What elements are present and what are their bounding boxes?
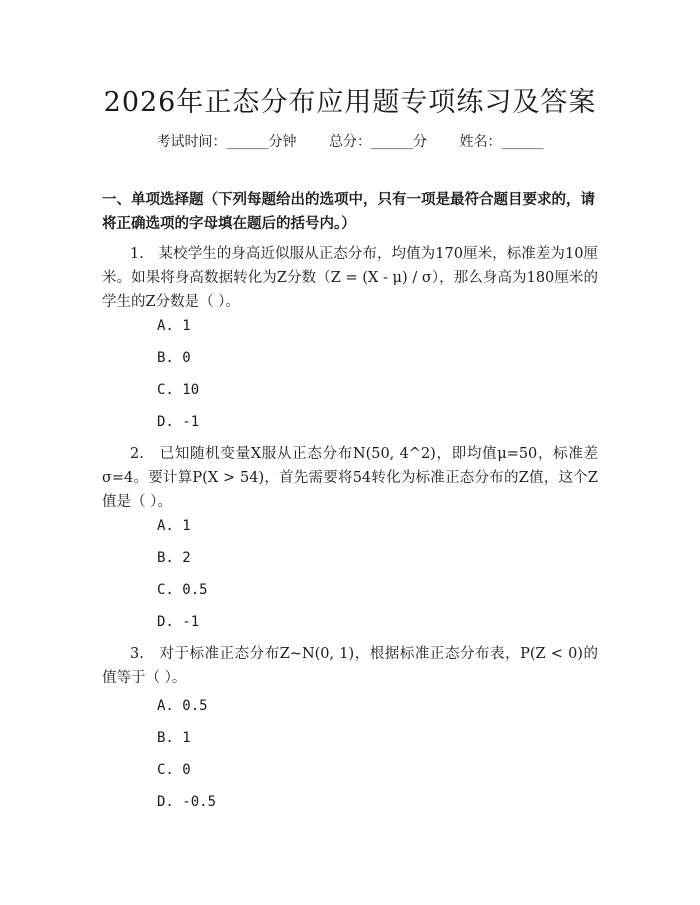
question-3-option-c: C. 0 [157,762,191,778]
exam-meta-line [0,131,700,151]
question-1-option-b: B. 0 [157,350,191,366]
question-1-stem: 1. 某校学生的身高近似服从正态分布，均值为170厘米，标准差为10厘米。如果将身高数据转化为Z分数（Z = (X - μ) / σ），那么身高为180厘米的学生的Z分数是（ ）。 [102,246,598,310]
question-1-option-d: D. -1 [157,414,200,430]
question-2-option-b: B. 2 [157,550,191,566]
question-2-option-c: C. 0.5 [157,582,208,598]
question-3-option-b: B. 1 [157,730,191,746]
question-1-option-c: C. 10 [157,382,200,398]
question-3-option-a: A. 0.5 [157,698,208,714]
student-name-field: 姓名：______ [459,134,544,150]
question-2-option-d: D. -1 [157,614,200,630]
question-3-stem: 3. 对于标准正态分布Z~N(0, 1)，根据标准正态分布表，P(Z < 0)的值等于（ ）。 [102,646,598,686]
section-heading: 一、单项选择题（下列每题给出的选项中，只有一项是最符合题目要求的，请将正确选项的字母填在题后的括号内。） [102,192,595,232]
question-3-option-d: D. -0.5 [157,794,217,810]
exam-time-field: 考试时间：______分钟 [156,134,297,150]
question-2-option-a: A. 1 [157,518,191,534]
question-2-stem: 2. 已知随机变量X服从正态分布N(50, 4^2)，即均值μ=50，标准差σ=4。要计算P(X > 54)，首先需要将54转化为标准正态分布的Z值，这个Z值是（ ）。 [102,446,598,510]
page-title: 2026年正态分布应用题专项练习及答案 [103,87,597,118]
question-1-option-a: A. 1 [157,318,191,334]
total-score-field: 总分：______分 [329,134,427,150]
